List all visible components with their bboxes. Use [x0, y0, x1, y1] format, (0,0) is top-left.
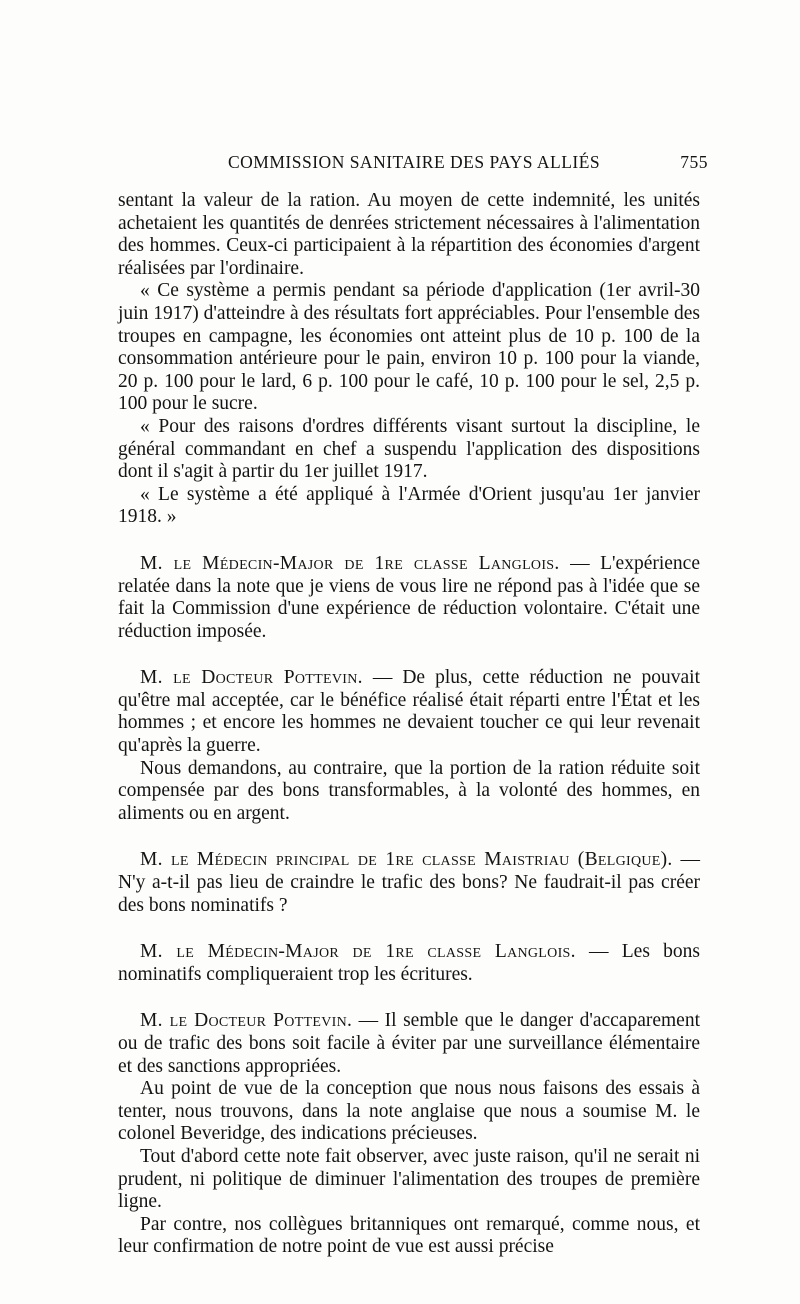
- paragraph: Tout d'abord cette note fait observer, avec juste raison, qu'il ne serait ni prudent, ni politique de diminuer l'alimentation des troupes de première ligne.: [118, 1145, 700, 1213]
- speaker-name: M. le Docteur Pottevin.: [140, 667, 363, 689]
- paragraph: Par contre, nos collègues britanniques ont remarqué, comme nous, et leur confirmation de notre point de vue est aussi précise: [118, 1213, 700, 1258]
- page-number: 755: [680, 152, 708, 172]
- speaker-paragraph: M. le Docteur Pottevin. — De plus, cette réduction ne pouvait qu'être mal acceptée, car le bénéfice réalisé était réparti entre l'État et les hommes ; et encore les hommes ne devaient toucher ce qui leur revenait qu'après la guerre.: [118, 667, 700, 757]
- speaker-name: M. le Médecin principal de 1re classe Maistriau (Belgique).: [140, 849, 673, 871]
- paragraph: « Pour des raisons d'ordres différents visant surtout la discipline, le général commandant en chef a suspendu l'application des dispositions dont il s'agit à partir du 1er juillet 1917.: [118, 415, 700, 483]
- paragraph: Nous demandons, au contraire, que la portion de la ration réduite soit compensée par des bons transformables, à la volonté des hommes, en aliments ou en argent.: [118, 757, 700, 824]
- speaker-paragraph: M. le Médecin-Major de 1re classe Langlois. — Les bons nominatifs compliqueraient trop les écritures.: [118, 941, 700, 985]
- running-header: [118, 152, 708, 173]
- speaker-paragraph: M. le Docteur Pottevin. — Il semble que le danger d'accaparement ou de trafic des bons soit facile à éviter par une surveillance élémentaire et des sanctions appropriées.: [118, 1010, 701, 1077]
- speaker-name: M. le Médecin-Major de 1re classe Langlois.: [140, 552, 560, 574]
- paragraph: « Le système a été appliqué à l'Armée d'Orient jusqu'au 1er janvier 1918. »: [118, 483, 700, 528]
- speaker-name: M. le Médecin-Major de 1re classe Langlois.: [140, 941, 576, 963]
- running-title: COMMISSION SANITAIRE DES PAYS ALLIÉS: [228, 152, 601, 172]
- speaker-paragraph: M. le Médecin principal de 1re classe Maistriau (Belgique). — N'y a-t-il pas lieu de craindre le trafic des bons? Ne faudrait-il pas créer des bons nominatifs ?: [118, 849, 700, 916]
- speaker-name: M. le Docteur Pottevin.: [140, 1010, 353, 1032]
- paragraph: sentant la valeur de la ration. Au moyen de cette indemnité, les unités achetaient les quantités de denrées strictement nécessaires à l'alimentation des hommes. Ceux-ci participaient à la répartition des économies d'argent réalisées par l'ordinaire.: [118, 190, 700, 279]
- paragraph: « Ce système a permis pendant sa période d'application (1er avril-30 juin 1917) d'atteindre à des résultats fort appréciables. Pour l'ensemble des troupes en campagne, les économies ont atteint plus de 10 p. 100 de la consommation antérieure pour le pain, environ 10 p. 100 pour la viande, 20 p. 100 pour le lard, 6 p. 100 pour le café, 10 p. 100 pour le sel, 2,5 p. 100 pour le sucre.: [118, 280, 700, 415]
- speaker-paragraph: M. le Médecin-Major de 1re classe Langlois. — L'expérience relatée dans la note que je viens de vous lire ne répond pas à l'idée que se fait la Commission d'une expérience de réduction volontaire. C'était une réduction imposée.: [118, 552, 700, 642]
- body-text: [118, 190, 700, 1259]
- paragraph: Au point de vue de la conception que nous nous faisons des essais à tenter, nous trouvons, dans la note anglaise que nous a soumise M. le colonel Beveridge, des indications précieuses.: [118, 1078, 700, 1145]
